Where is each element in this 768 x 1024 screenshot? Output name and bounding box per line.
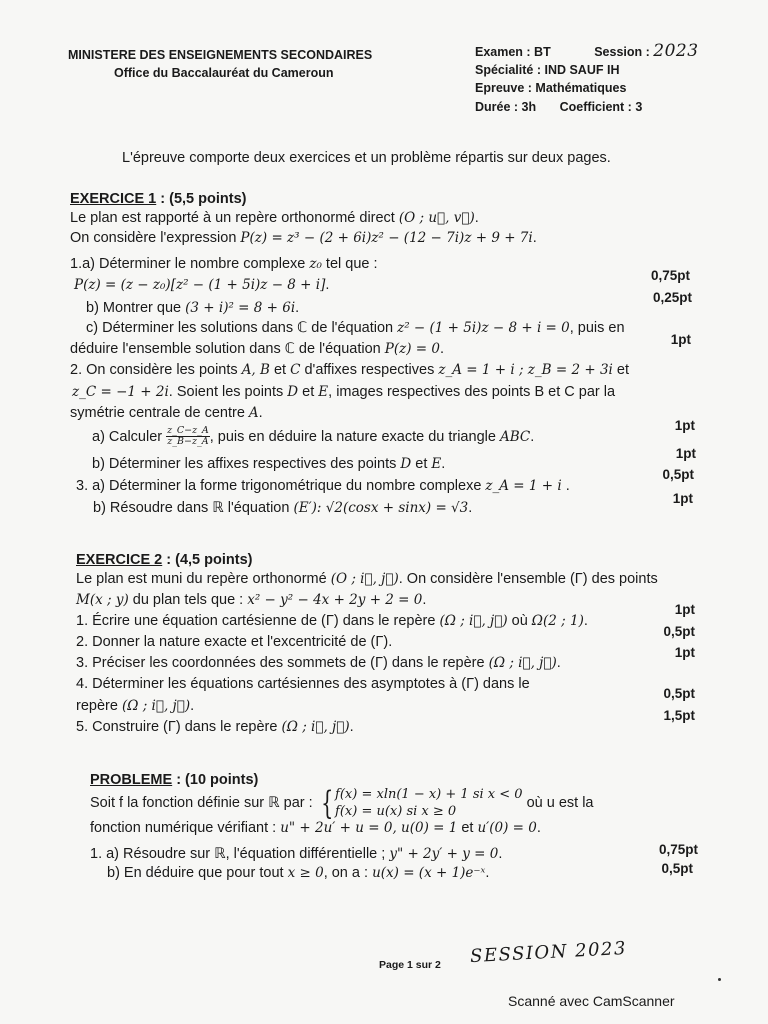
problem-q1a: 1. a) Résoudre sur ℝ, l'équation différentielle ; y" + 2y′ + y = 0. — [90, 846, 503, 862]
mark: 1pt — [675, 446, 696, 461]
problem-title: PROBLEME : (10 points) — [90, 772, 259, 788]
speck — [718, 978, 721, 981]
ex1-q1c-cont: déduire l'ensemble solution dans ℂ de l'équation P(z) = 0. — [70, 341, 444, 357]
ex1-q1a: 1.a) Déterminer le nombre complexe z₀ tel que : — [70, 256, 378, 272]
mark: 0,75pt — [658, 842, 698, 857]
ex2-line-1: Le plan est muni du repère orthonormé (O ; i⃗, j⃗). On considère l'ensemble (Γ) des points — [76, 571, 658, 587]
ex1-q3a: 3. a) Déterminer la forme trigonométrique du nombre complexe z_A = 1 + i . — [76, 478, 570, 494]
duration: Durée : 3h — [475, 99, 537, 114]
session-value: 2023 — [653, 41, 699, 61]
ex1-q2-cont2: symétrie centrale de centre A. — [70, 405, 263, 421]
ex1-q3b: b) Résoudre dans ℝ l'équation (E′): √2(cosx + sinx) = √3. — [93, 500, 473, 516]
ex2-line-2: M(x ; y) du plan tels que : x² − y² − 4x + 2y + 2 = 0. — [76, 592, 427, 608]
mark: 0,25pt — [652, 290, 692, 305]
ex2-q1: 1. Écrire une équation cartésienne de (Γ) dans le repère (Ω ; i⃗, j⃗) où Ω(2 ; 1). — [76, 613, 588, 629]
mark: 1pt — [674, 645, 695, 660]
ex1-q2a: a) Calculer $\frac{z\_C-z\_A}{z\_B-z\_A}$ , puis en déduire la nature exacte du triangle ABC. — [92, 425, 535, 448]
ministry-header — [68, 49, 372, 79]
exercise-1-title: EXERCICE 1 : (5,5 points) — [70, 191, 247, 207]
mark: 1pt — [670, 332, 691, 347]
problem-q1b: b) En déduire que pour tout x ≥ 0, on a : u(x) = (x + 1)e⁻ˣ. — [107, 865, 490, 881]
mark: 1pt — [672, 491, 693, 506]
ex2-q4-cont: repère (Ω ; i⃗, j⃗). — [76, 698, 195, 714]
intro-text: L'épreuve comporte deux exercices et un problème répartis sur deux pages. — [122, 150, 611, 166]
piecewise-system: f(x) = xln(1 − x) + 1 si x < 0 f(x) = u(x) si x ≥ 0 — [335, 787, 523, 819]
ex1-q1c: c) Déterminer les solutions dans ℂ de l'équation z² − (1 + 5i)z − 8 + i = 0, puis en — [86, 320, 625, 336]
ex1-q2: 2. On considère les points A, B et C d'affixes respectives z_A = 1 + i ; z_B = 2 + 3i et — [70, 362, 629, 378]
ex1-line-1: Le plan est rapporté à un repère orthonormé direct (O ; u⃗, v⃗). — [70, 210, 479, 226]
session-label: Session : — [594, 45, 650, 59]
page-number: Page 1 sur 2 — [379, 959, 441, 971]
ex1-q1b: b) Montrer que (3 + i)² = 8 + 6i. — [86, 300, 300, 316]
mark: 0,5pt — [663, 624, 695, 639]
mark: 0,5pt — [662, 467, 694, 482]
ex1-q2-cont: z_C = −1 + 2i. Soient les points D et E, images respectives des points B et C par la — [72, 384, 616, 400]
problem-line-2: fonction numérique vérifiant : u" + 2u′ + u = 0, u(0) = 1 et u′(0) = 0. — [90, 820, 541, 836]
exam-type: Examen : BT — [475, 45, 551, 59]
left-brace: { — [320, 784, 333, 822]
ex2-q5: 5. Construire (Γ) dans le repère (Ω ; i⃗, j⃗). — [76, 719, 354, 735]
mark: 1pt — [674, 602, 695, 617]
ratio-fraction: $\frac{z\_C-z\_A}{z\_B-z\_A}$ — [167, 425, 209, 448]
coefficient: Coefficient : 3 — [559, 99, 643, 114]
ex2-q4: 4. Déterminer les équations cartésiennes des asymptotes à (Γ) dans le — [76, 676, 530, 692]
ex1-line-2: On considère l'expression P(z) = z³ − (2 + 6i)z² − (12 − 7i)z + 9 + 7i. — [70, 230, 537, 246]
exam-info — [475, 42, 699, 116]
speciality: Spécialité : IND SAUF IH — [475, 62, 620, 77]
mark: 0,5pt — [661, 861, 693, 876]
ex1-q1a-formula: P(z) = (z − z₀)[z² − (1 + 5i)z − 8 + i]. — [74, 277, 330, 293]
mark: 1,5pt — [663, 708, 695, 723]
mark: 0,5pt — [663, 686, 695, 701]
office-name: Office du Baccalauréat du Cameroun — [114, 65, 334, 80]
mark: 0,75pt — [650, 268, 690, 283]
handwritten-session: SESSION 2023 — [469, 937, 628, 968]
ex2-q2: 2. Donner la nature exacte et l'excentricité de (Γ). — [76, 634, 393, 650]
camscanner-watermark: Scanné avec CamScanner — [508, 993, 675, 1009]
exercise-2-title: EXERCICE 2 : (4,5 points) — [76, 552, 253, 568]
problem-definition: Soit f la fonction définie sur ℝ par : { f(x) = xln(1 − x) + 1 si x < 0 f(x) = u(x) si x ≥ 0 où u est la — [90, 784, 594, 822]
ex1-q2b: b) Déterminer les affixes respectives des points D et E. — [92, 456, 446, 472]
ex2-q3: 3. Préciser les coordonnées des sommets de (Γ) dans le repère (Ω ; i⃗, j⃗). — [76, 655, 561, 671]
subject: Epreuve : Mathématiques — [475, 81, 627, 95]
ministry-name: MINISTERE DES ENSEIGNEMENTS SECONDAIRES — [68, 48, 373, 62]
mark: 1pt — [674, 418, 695, 433]
